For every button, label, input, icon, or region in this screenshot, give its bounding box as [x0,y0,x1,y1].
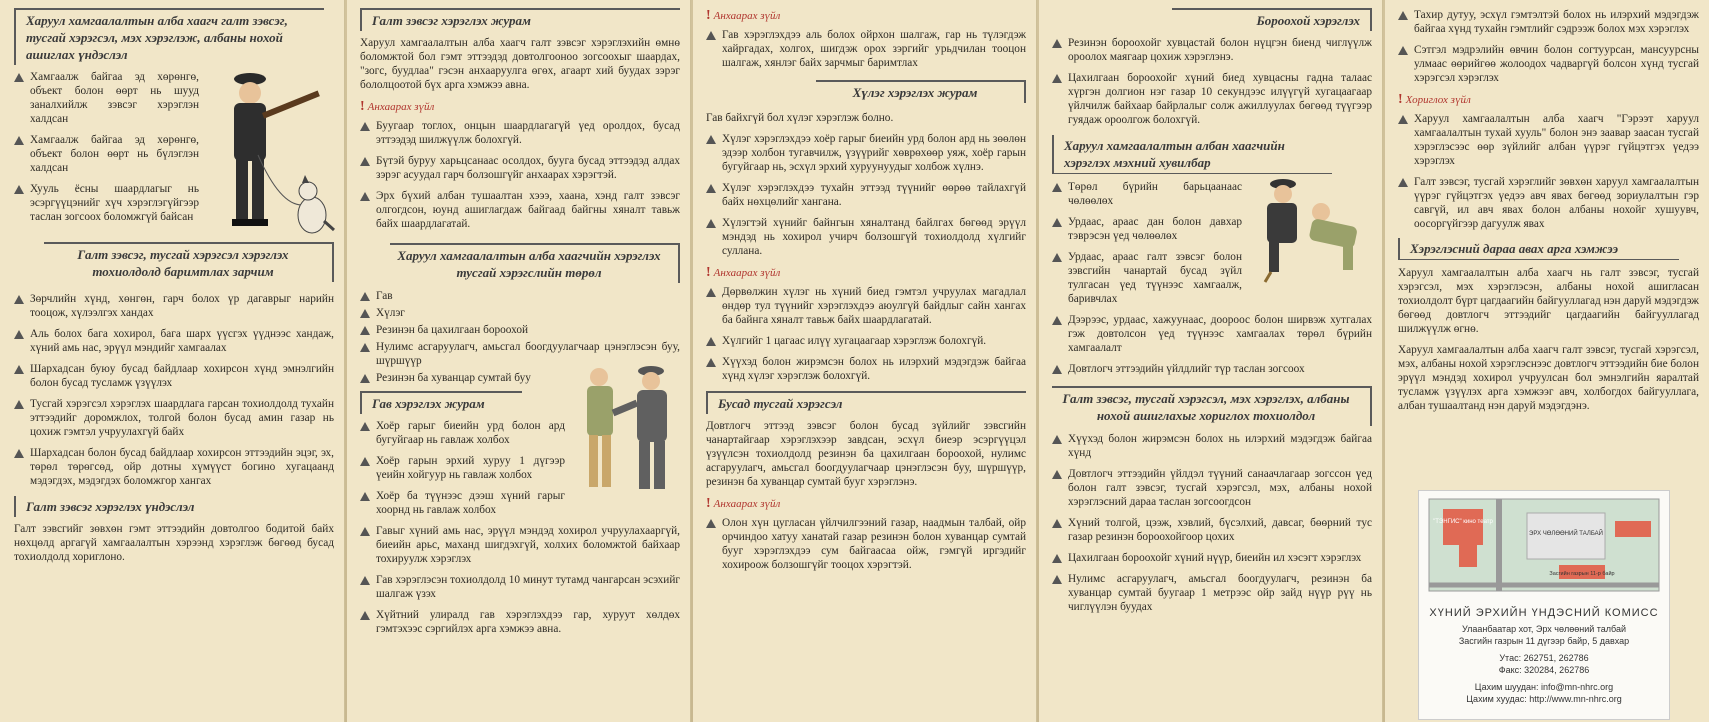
list-item: Хууль ёсны шаардлагыг нь эсэргүүцэнийг хүч хэрэглэгүйгээр таслан зогсоох боломжгүй байсан [14,182,199,224]
arrest-technique-illustration [1247,174,1377,284]
list-item: Хүлэг хэрэглэхдээ тухайн эттээд түүнийг өөрөө тайлахгүй байх нөхцөлийг хангана. [706,181,1026,209]
exclamation-icon: ! [706,496,711,511]
exclamation-icon: ! [706,8,711,23]
grounds-list [14,70,199,224]
list-item: Резинэн ба хуванцар сумтай буу [360,371,680,385]
list-item: Хүйтний улиралд гав хэрэглэхдээ гар, хуруут хөлдөх гэмтэхээс сэргийлэх арга хэмжээ авна. [360,608,680,636]
panel-2 [346,0,691,722]
warning-label: ! Анхаарах зүйл [360,99,435,114]
contact-card [1418,490,1670,720]
after-use-text-2: Харуул хамгаалалтын алба хаагч галт зэвсэг, тусгай хэрэгсэл, мэх, албаны нохой хэрэглэснээс довтлогч эттээдийн бие болон эрүүл мэндэд хохирол учруулсан бол эмнэлгийн яаралтай тусламж үзүүлэх арга хэмжээг авч, холбогдох байгууллага, албан тушаалтанд нэн даруй мэдэгдэнэ. [1398,344,1699,412]
organization-name: ХҮНИЙ ЭРХИЙН ҮНДЭСНИЙ КОМИСС [1429,607,1659,619]
list-item: Урдаас, араас дан болон давхар тэврэсэн үед чөлөөлөх [1052,215,1242,243]
list-item: Буугаар тоглох, онцын шаардлагагүй үед оролдох, бусад эттээдэд шилжүүлж болохгүй. [360,119,680,147]
list-item: Зөрчлийн хүнд, хөнгөн, гарч болох үр дагаврыг нарийн тооцож, хүлээлгэх хандах [14,292,334,320]
prohibited-cases-list [1052,432,1372,614]
list-item: Хүлэг хэрэглэхдээ хоёр гарыг биеийн урд болон ард нь зөөлөн эдээр холбон тугавчилж, үзүүрийг хөврөхөөр уяж, хоёр гарын бугуйгаар нь, эсхүл эрхий хуруунуудыг холбож хүлнэ. [706,132,1026,174]
list-item: Хүний толгой, цээж, хэвлий, бүсэлхий, давсаг, бөөрний тус газар резинэн бороохойгоор цохих [1052,516,1372,544]
list-item: Гав хэрэглэсэн тохиолдолд 10 минут тутамд чангарсан эсэхийг шалгаж үзэх [360,573,680,601]
restraint-rules-list [706,132,1026,258]
list-item: Цахилгаан бороохойг хүний нүүр, биеийн ил хэсэгт хэрэглэх [1052,551,1372,565]
list-item: Эрх бүхий албан тушаалтан хэээ, хаана, хэнд галт зэвсэг олгогдсон, юунд ашиглагдаж байгаад байгны хяналт тавьж байх шаардлагатай. [360,189,680,231]
warning-label: ! Хориглох зүйл [1398,92,1471,107]
principles-list [14,292,334,488]
address-line-2: Засгийн газрын 11 дүгээр байр, 5 давхар [1458,636,1630,646]
contact-info [1419,601,1669,705]
list-item: Гавыг хүний амь нас, эрүүл мэндэд хохирол учруулахааргүй, биеийн арьс, маханд шигдэхгүй, холхих боломжтой байхаар тохируулж хэрэглэх [360,524,680,566]
fold-line [1037,0,1039,722]
panel-5 [1384,0,1709,722]
list-item: Хүлэг [360,306,680,320]
list-item: Хоёр гарыг биеийн урд болон ард бугуйгаар нь гавлаж холбох [360,419,565,447]
prohibited-cases-list-cont [1398,8,1699,85]
location-map [1419,491,1669,601]
list-item: Хүүхэд болон жирэмсэн болох нь илэрхий мэдэгдэж байгаа хүнд [1052,432,1372,460]
guard-with-dog-illustration [210,65,340,245]
firearm-caution-list [360,119,680,231]
exclamation-icon: ! [706,265,711,280]
list-item: Төрөл бүрийн барьцаанаас чөлөөлөх [1052,180,1242,208]
restraint-intro: Гав байхгүй бол хүлэг хэрэглэж болно. [706,112,894,124]
other-equipment-caution-list [706,516,1026,572]
principles-heading: Галт зэвсэг, тусгай хэрэгсэл хэрэглэх тохиолдолд баримтлах зарчим [44,242,334,282]
intro-text: Харуул хамгаалалтын алба хаагч галт зэвсэг хэрэглэхийн өмнө боломжтой бол гэмт эттээдэд довтолгооноо зогсоохыг шаардах, "зогс, буудлаа" гэсэн анхааруулга өгөх, агаарт хий буудах зэрэг бололцоотой бүх арга хэмжээ авна. [360,37,680,91]
firearm-grounds-heading: Галт зэвсэг хэрэглэх үндэслэл [14,496,334,517]
fold-line [345,0,347,722]
list-item: Урдаас, араас галт зэвсэг болон зэвсгийн чанартай бусад зүйл тулгасан үед түүнээс хамгаалж, баривчлах [1052,250,1242,306]
list-item: Тахир дутуу, эсхүл гэмтэлтэй болох нь илэрхий мэдэгдэж байгаа хүнд тухайн гэмтлийг сэдрээж болох мэх хэрэглэх [1398,8,1699,36]
list-item: Хоёр ба түүнээс дээш хүний гарыг хоорнд нь гавлаж холбох [360,489,565,517]
list-item: Резинэн бороохойг хувцастай болон нүцгэн биенд чиглүүлж ороолох маягаар цохиж хэрэглэнэ. [1052,36,1372,64]
forbidden-list [1398,112,1699,231]
section-title: Харуул хамгаалалтын алба хаагч галт зэвсэг, тусгай хэрэгсэл, мэх хэрэглэж, албаны нохой ашиглах үндэслэл [14,8,324,65]
list-item: Цахилгаан бороохойг хүний биед хувцасны гадна талаас хүргэн долгион нэг газар 10 секундээс илүүгүй хугацаагаар үйлчилж байхаар байрлалыг солж ажиллуулах бөгөөд түүгээр гуядаж ороолгож болохгүй. [1052,71,1372,127]
panel-4 [1038,0,1383,722]
list-item: Шархадсан буюу бусад байдлаар хохирсон хүнд эмнэлгийн болон бусад тусламж үзүүлэх [14,362,334,390]
list-item: Довтлогч эттээдийн үйлдэл түүний санаачлагаар зогссон үед болон галт зэвсэг, тусгай хэрэгсэл, мэх, албаны нохой хэрэглэсний дараа таслан зогсоогдсон [1052,467,1372,509]
website-link[interactable]: Цахим хуудас: http://www.mn-nhrc.org [1466,694,1622,704]
handcuffing-illustration [575,361,685,496]
fax: Факс: 320284, 262786 [1498,665,1590,675]
warning-label: ! Анхаарах зүйл [706,8,781,23]
phone: Утас: 262751, 262786 [1499,653,1589,663]
restraint-rules-heading: Хүлэг хэрэглэх журам [816,80,1026,103]
list-item: Дээрээс, урдаас, хажуунаас, доороос болон ширвэж хутгалах гэж довтолсон үед түүнээс хамгаалах төрөл бүрийн хамгаалалт [1052,313,1372,355]
email-link[interactable]: Цахим шуудан: info@mn-nhrc.org [1474,682,1614,692]
other-equipment-text: Довтлогч эттээд зэвсэг болон бусад зүйлийг зэвсгийн чанартайгаар хэрэглэхээр завдсан, эсхүл биеэр эсэргүүцэл үзүүлсэн тохиолдолд резинэн ба цахилгаан бороохой, нулимс асгаруулагч, амьсгал боогдуулагчаар цэнэглэсэн буу, шүршүүр, резинэн ба хуванцар сумтай бууг хэрэглэнэ. [706,420,1026,488]
panel-3 [692,0,1037,722]
map-label-building: Засгийн газрын 11-р байр [1549,571,1615,577]
list-item: Хүүхэд болон жирэмсэн болох нь илэрхий мэдэгдэж байгаа хүнд хүлэг хэрэглэж болохгүй. [706,355,1026,383]
list-item: Тусгай хэрэгсэл хэрэглэх шаардлага гарсан тохиолдолд тухайн эттээдийг доромжлох, толгой болон бусад амин газар нь цохиж гэмтэл учруулахгүй байх [14,397,334,439]
handcuff-rules-heading: Гав хэрэглэх журам [360,391,522,414]
baton-rules-list [1052,36,1372,127]
panel-1 [0,0,345,722]
other-equipment-heading: Бусад тусгай хэрэгсэл [706,391,1026,414]
map-label-square: ЭРХ ЧӨЛӨӨНИЙ ТАЛБАЙ [1529,531,1603,537]
list-item: Хоёр гарын эрхий хуруу 1 дүгээр үеийн хойгуур нь гавлаж холбох [360,454,565,482]
list-item: Нулимс асгаруулагч, амьсгал боогдуулагч, резинэн ба хуванцар сумтай буугаар 1 метрээс ойр зайд нүүр рүү нь чиглүүлэн буудах [1052,572,1372,614]
list-item: Хүлгийг 1 цагаас илүү хугацаагаар хэрэглэж болохгүй. [706,334,1026,348]
prohibited-cases-heading: Галт зэвсэг, тусгай хэрэгсэл, мэх хэрэглэх, албаны нохой ашиглахыг хориглох тохиолдол [1052,386,1372,426]
exclamation-icon: ! [1398,92,1403,107]
fold-line [691,0,693,722]
list-item: Олон хүн цугласан үйлчилгээний газар, наадмын талбай, ойр орчиндоо хатуу ханатай газар резинэн болон хуванцар сумтай бууг хэрэглэхдээ сум байгаасаа ойж, гэмгүй иргэдийг хохироож болзошгүйг тооцох хэрэгтэй. [706,516,1026,572]
handcuff-rules-list [360,419,565,517]
list-item: Шархадсан болон бусад байдлаар хохирсон эттээдийн эцэг, эх, төрөл төрөгсөд, ойр дотны хүмүүст богино хугацаанд мэдэгдэх, мэдэгдэх боломжгор хангах [14,446,334,488]
technique-variants-list [1052,180,1242,306]
list-item: Гав хэрэглэхдээ аль болох ойрхон шалгаж, гар нь түлэгдэж хайргадах, холгох, шигдэж орох зэргийг урьдчилан тооцон шалгаж, хянлэг байх зарчмыг баримтлах [706,28,1026,70]
list-item: Нулимс асгаруулагч, амьсгал боогдуулагчаар цэнэглэсэн буу, шүршүүр [360,340,680,368]
handcuff-caution-list [706,28,1026,70]
handcuff-rules-list-cont [360,524,680,636]
exclamation-icon: ! [360,99,365,114]
list-item: Гав [360,289,680,303]
map-label-cinema: "ТЭНГИС" кино театр [1433,519,1493,525]
after-use-text-1: Харуул хамгаалалтын алба хаагч нь галт зэвсэг, тусгай хэрэгсэл, мэх хэрэглэсэн, албаны нохой ашигласан тохиолдолт бүрт цагдаагийн байгууллагад нэн даруй мэдэгдэж бөгөөд довтлогч эттээдийг цагдаагийн байгууллагад шилжүүлж өгнө. [1398,267,1699,335]
list-item: Хамгаалж байгаа эд хөрөнгө, объект болон өөрт нь бүлэглэн халдсан [14,133,199,175]
warning-label: ! Анхаарах зүйл [706,496,781,511]
list-item: Резинэн ба цахилгаан бороохой [360,323,680,337]
list-item: Дөрвөлжин хүлэг нь хүний биед гэмтэл учруулах магадлал өндөр тул түүнийг хэрэглэхдээ аюулгүй байдлыг сайн хангах ба байнга хяналт тавьж байх шаардлагатай. [706,285,1026,327]
firearm-grounds-text: Галт зэвсгийг зөвхөн гэмт эттээдийн довтолгоо бодитой байх нөхцөлд аргагүй хамгаалалтын хэрээнд хэрэглэж бөгөөд бусад тохиолдолд хориглоно. [14,523,334,563]
list-item: Хамгаалж байгаа эд хөрөнгө, объект болон өөрт нь шууд заналхийлж зэвсэг хэрэглэн халдсан [14,70,199,126]
list-item: Хүлэгтэй хүнийг байнгын хяналтанд байлгах бөгөөд эрүүл мэндэд нь хохирол учирч болзошгүй тохиолдолд хүлгийг суллана. [706,216,1026,258]
list-item: Бүтэй буруу харьцсанаас осолдох, бууга бусад эттээдэд алдах зэрэг асуудал гарч болзошгүйг анхаарах хэрэгтэй. [360,154,680,182]
technique-variants-heading: Харуул хамгаалалтын албан хаагчийн хэрэглэх мэхний хувилбар [1052,135,1332,174]
after-use-heading: Хэрэглэсний дараа авах арга хэмжээ [1398,238,1679,260]
fold-line [1383,0,1385,722]
warning-label: ! Анхаарах зүйл [706,265,781,280]
section-title: Бороохой хэрэглэх [1172,8,1372,31]
restraint-caution-list [706,285,1026,383]
list-item: Галт зэвсэг, тусгай хэрэглийг зөвхөн харуул хамгаалалтын үүрэг гүйцэтгэх үедээ авч явах бөгөөд зориулалтын гэр савгүй, ил авч явах болон албаны нохойг хушуувч, оосоргүйгээр дагуулж явах [1398,175,1699,231]
list-item: Довтлогч эттээдийн үйлдлийг түр таслан зогсоох [1052,362,1372,376]
equipment-types-heading: Харуул хамгаалалтын алба хаагчийн хэрэглэх тусгай хэрэгслийн төрөл [390,243,680,283]
section-title: Галт зэвсэг хэрэглэх журам [360,8,680,31]
technique-variants-list-cont [1052,313,1372,376]
list-item: Сэтгэл мэдрэлийн өвчин болон согтуурсан, мансуурсны улмаас өөрийгөө жолоодох чадваргүй болсон хүнд тусгай хэрэгсэл хэрэглэх [1398,43,1699,85]
list-item: Харуул хамгаалалтын алба хаагч "Гэрээт харуул хамгаалалтын тухай хууль" болон энэ заавар заасан тусгай хэрэглэсээс өөр зүйлийг албан үүрэг гүйцэтгэх үедээ хэрэглэх [1398,112,1699,168]
list-item: Аль болох бага хохирол, бага шарх үүсгэх үүднээс хандаж, хүний амь нас, эрүүл мэндийг хамгаалах [14,327,334,355]
address-line-1: Улаанбаатар хот, Эрх чөлөөний талбай [1461,624,1627,634]
